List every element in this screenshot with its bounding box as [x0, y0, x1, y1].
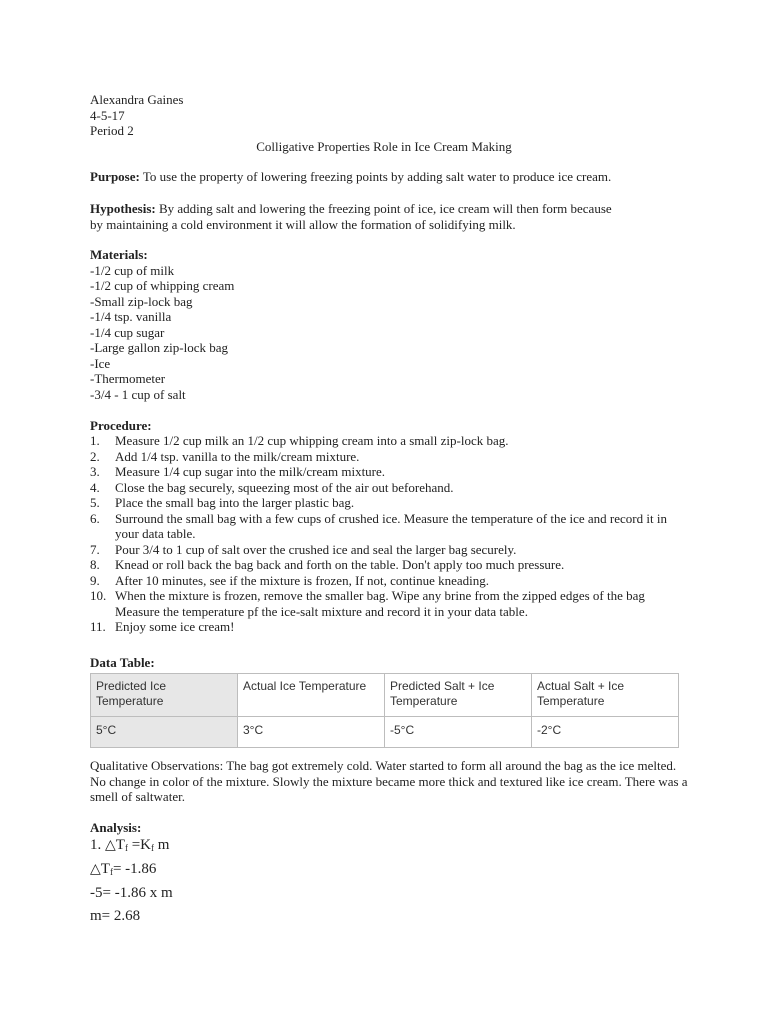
equation-4: m= 2.68 — [90, 908, 141, 924]
material-item: -3/4 - 1 cup of salt — [90, 386, 186, 402]
equation-number: 1. — [90, 837, 105, 853]
header-actual-salt-ice: Actual Salt + Ice Temperature — [532, 674, 679, 717]
step-number: 4. — [90, 479, 100, 495]
procedure-list — [90, 433, 680, 635]
procedure-step — [90, 495, 680, 511]
eq-term: =K — [127, 837, 151, 853]
material-item: -1/4 tsp. vanilla — [90, 309, 172, 324]
material-item: -Ice — [90, 355, 111, 371]
data-table-heading: Data Table: — [90, 655, 155, 670]
author-name: Alexandra Gaines — [90, 92, 184, 107]
equation-3: -5= -1.86 x m — [90, 885, 173, 901]
material-item: -Thermometer — [90, 371, 166, 386]
material-item: -Large gallon zip-lock bag — [90, 340, 229, 355]
step-text: Close the bag securely, squeezing most of the air out beforehand. — [115, 479, 454, 495]
step-text: Surround the small bag with a few cups of crushed ice. Measure the temperature of the ice and record it in your data table. — [115, 510, 667, 541]
eq-subscript: f — [109, 867, 113, 877]
equation-1 — [90, 836, 169, 857]
eq-term: T — [115, 837, 125, 853]
procedure-step — [90, 480, 680, 496]
materials-list — [90, 263, 690, 403]
step-text: After 10 minutes, see if the mixture is frozen, If not, continue kneading. — [115, 572, 490, 588]
procedure-step — [90, 588, 680, 619]
purpose-text: To use the property of lowering freezing points by adding salt water to produce ice cream. — [142, 169, 612, 184]
purpose-label: Purpose: — [90, 169, 140, 184]
cell-predicted-ice: 5°C — [91, 717, 238, 748]
material-item: -1/4 cup sugar — [90, 324, 165, 340]
cell-predicted-salt-ice: -5°C — [385, 717, 532, 748]
procedure-step — [90, 573, 680, 589]
eq-term: = -1.86 — [112, 861, 157, 877]
procedure-step — [90, 542, 680, 558]
materials-heading: Materials: — [90, 247, 148, 262]
hypothesis-text-line2: by maintaining a cold environment it will allow the formation of solidifying milk. — [90, 216, 516, 232]
procedure-step — [90, 464, 680, 480]
hypothesis-label: Hypothesis: — [90, 201, 156, 216]
step-number: 2. — [90, 448, 100, 464]
material-item: -1/2 cup of milk — [90, 262, 175, 278]
analysis-heading: Analysis: — [90, 820, 142, 835]
step-number: 11. — [90, 619, 106, 634]
step-text: Place the small bag into the larger plastic bag. — [115, 495, 355, 510]
procedure-step — [90, 619, 680, 635]
step-text: Pour 3/4 to 1 cup of salt over the crushed ice and seal the larger bag securely. — [115, 541, 517, 557]
step-text: When the mixture is frozen, remove the smaller bag. Wipe any brine from the zipped edges of the bag Measure the temperature pf the ice-salt mixture and record it in your data table. — [115, 588, 645, 619]
step-number: 10. — [90, 588, 107, 603]
header-actual-ice: Actual Ice Temperature — [238, 674, 385, 717]
step-text: Knead or roll back the bag back and forth on the table. Don't apply too much pressure. — [115, 557, 565, 572]
delta-symbol: △ — [105, 837, 116, 853]
document-title: Colligative Properties Role in Ice Cream Making — [256, 139, 512, 154]
procedure-step — [90, 511, 680, 542]
date: 4-5-17 — [90, 107, 125, 123]
step-text: Measure 1/4 cup sugar into the milk/cream mixture. — [115, 464, 386, 479]
purpose-paragraph — [90, 169, 690, 185]
table-header-row — [91, 674, 679, 717]
header-predicted-ice: Predicted Ice Temperature — [91, 674, 238, 717]
step-text: Add 1/4 tsp. vanilla to the milk/cream mixture. — [115, 448, 360, 464]
cell-actual-ice: 3°C — [238, 717, 385, 748]
procedure-step — [90, 557, 680, 573]
procedure-step — [90, 449, 680, 465]
table-row — [91, 717, 679, 748]
cell-actual-salt-ice: -2°C — [532, 717, 679, 748]
data-table — [90, 673, 679, 748]
step-text: Measure 1/2 cup milk an 1/2 cup whipping cream into a small zip-lock bag. — [115, 433, 509, 448]
equation-2 — [90, 860, 156, 881]
step-number: 5. — [90, 495, 100, 510]
header-predicted-salt-ice: Predicted Salt + Ice Temperature — [385, 674, 532, 717]
material-item: -Small zip-lock bag — [90, 293, 193, 309]
hypothesis-paragraph — [90, 201, 690, 232]
step-text: Enjoy some ice cream! — [115, 619, 235, 634]
qualitative-observations: Qualitative Observations: The bag got extremely cold. Water started to form all around the bag as the ice melted. No change in color of the mixture. Slowly the mixture became more thick and textured like ice cream. There was a smell of saltwater. — [90, 758, 688, 804]
hypothesis-text-line1: By adding salt and lowering the freezing point of ice, ice cream will then form because — [158, 201, 612, 216]
step-number: 6. — [90, 510, 100, 526]
delta-symbol: △ — [90, 861, 101, 877]
step-number: 1. — [90, 433, 100, 448]
step-number: 8. — [90, 557, 100, 572]
eq-term: T — [100, 861, 110, 877]
step-number: 7. — [90, 541, 100, 557]
material-item: -1/2 cup of whipping cream — [90, 278, 235, 293]
eq-term: m — [154, 837, 170, 853]
procedure-heading: Procedure: — [90, 417, 152, 433]
step-number: 3. — [90, 464, 100, 479]
class-period: Period 2 — [90, 123, 134, 138]
step-number: 9. — [90, 572, 100, 588]
procedure-step — [90, 433, 680, 449]
eq-subscript: f — [124, 843, 128, 853]
eq-subscript: f — [151, 843, 154, 853]
